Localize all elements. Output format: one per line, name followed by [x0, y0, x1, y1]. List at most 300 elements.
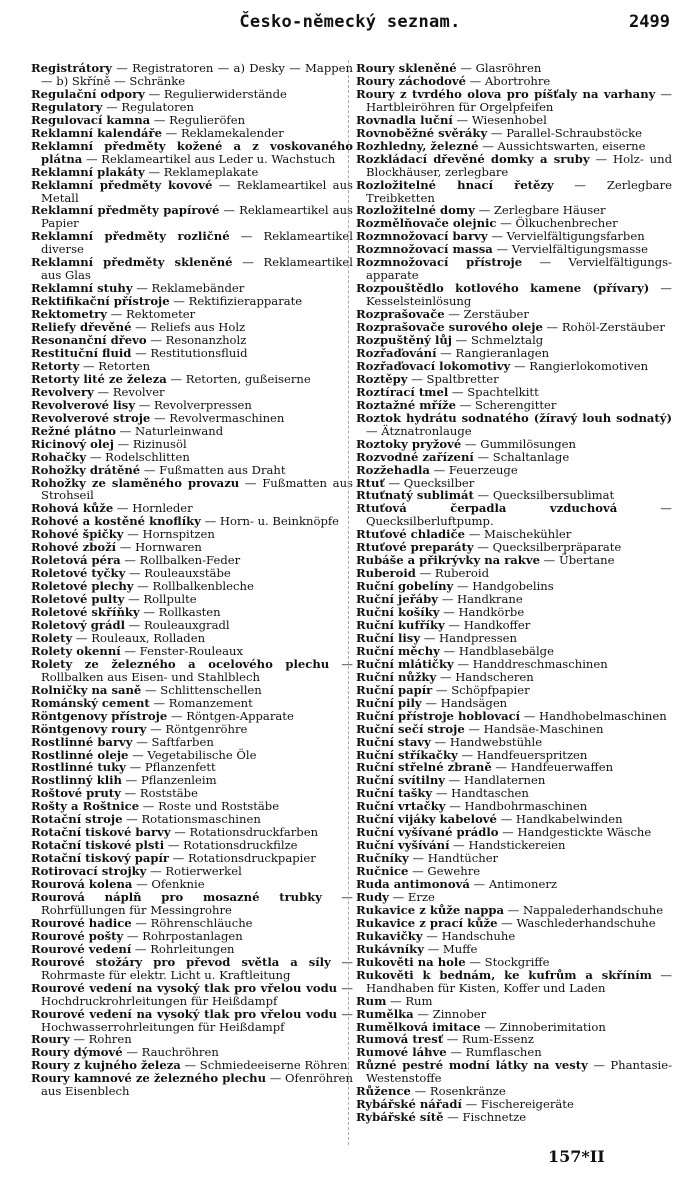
- entry-dash: —: [491, 760, 511, 775]
- entry-term: Ruční stříkačky: [356, 747, 458, 762]
- entry-dash: —: [503, 902, 523, 917]
- entry-translation: Handkabelwinden: [515, 812, 623, 827]
- dictionary-entry: [31, 1072, 353, 1098]
- entry-term: Rybářské nářadí: [356, 1097, 462, 1112]
- entry-dash: —: [166, 371, 186, 386]
- entry-term: Roury záchodové: [356, 73, 466, 88]
- entry-term: Rubáše a přikrývky na rakve: [356, 553, 540, 568]
- entry-term: Roury skleněné: [356, 61, 457, 75]
- entry-term: Různé pestré modní látky na vesty: [356, 1058, 588, 1073]
- dictionary-entry: [356, 1111, 672, 1124]
- entry-dash: —: [469, 877, 489, 892]
- entry-term: Roletová péra: [31, 553, 121, 568]
- entry-dash: —: [161, 125, 181, 140]
- entry-dash: —: [430, 734, 450, 749]
- entry-dash: —: [212, 177, 237, 192]
- entry-dash: —: [82, 151, 102, 166]
- entry-dash: —: [200, 514, 220, 529]
- entry-term: Ruční měchy: [356, 643, 440, 658]
- entry-translation: Rollpulte: [143, 592, 197, 607]
- entry-translation: Hochdruckrohrleitungen für Heißdampf: [41, 993, 278, 1008]
- entry-translation: Hartbleiröhren für Orgelpfeifen: [366, 99, 554, 114]
- dictionary-entry: [356, 282, 672, 308]
- entry-term: Rtuťnatý sublimát: [356, 488, 474, 503]
- entry-dash: —: [146, 721, 166, 736]
- entry-translation: Reklameartikel aus Papier: [41, 203, 353, 231]
- entry-dash: —: [480, 1019, 500, 1034]
- entry-translation: Handfeuerwaffen: [510, 760, 614, 775]
- entry-dash: —: [473, 488, 493, 503]
- entry-translation: Antimonerz: [488, 877, 557, 892]
- entry-term: Roztažné mříže: [356, 397, 456, 412]
- entry-term: Rohožky ze slaměného provazu: [31, 475, 240, 490]
- entry-translation: Rumflaschen: [465, 1045, 542, 1060]
- entry-translation: Ofenröhren aus Eisenblech: [41, 1071, 354, 1099]
- entry-translation: Handkoffer: [463, 617, 531, 632]
- entry-dash: —: [116, 540, 136, 555]
- entry-dash: —: [330, 954, 354, 969]
- entry-dash: —: [180, 1058, 200, 1073]
- page-number: 2499: [629, 12, 670, 32]
- entry-translation: Hornwaren: [135, 540, 202, 555]
- entry-translation: Quecksilberpräparate: [492, 540, 622, 555]
- entry-dash: —: [125, 760, 145, 775]
- entry-dash: —: [432, 786, 452, 801]
- entry-term: Rovnoběžné svěráky: [356, 125, 488, 140]
- entry-translation: Rotationsdruckfilze: [183, 838, 298, 853]
- dictionary-entry: [31, 891, 353, 917]
- entry-dash: —: [542, 320, 562, 335]
- entry-translation: Rizinusöl: [132, 436, 187, 451]
- entry-dash: —: [465, 73, 485, 88]
- entry-translation: Spaltbretter: [426, 371, 499, 386]
- entry-translation: Rohöl-Zerstäuber: [561, 320, 665, 335]
- entry-term: Rozžehadla: [356, 462, 430, 477]
- entry-term: Rourové hadice: [31, 915, 132, 930]
- entry-translation: Rotationsdruckfarben: [189, 825, 319, 840]
- entry-translation: Handtaschen: [451, 786, 529, 801]
- dictionary-entry: [31, 256, 353, 282]
- entry-term: Rotirovací strojky: [31, 864, 147, 879]
- entry-translation: Rauchröhren: [141, 1045, 219, 1060]
- entry-dash: —: [432, 682, 452, 697]
- entry-term: Rohové špičky: [31, 527, 124, 542]
- entry-translation: Revolver: [112, 384, 165, 399]
- dictionary-entry: [31, 477, 353, 503]
- entry-dash: —: [474, 203, 494, 218]
- dictionary-entry: [31, 204, 353, 230]
- entry-term: Rohožky drátěné: [31, 462, 141, 477]
- entry-translation: Retorten, gußeiserne: [185, 371, 311, 386]
- entry-translation: Pflanzenfett: [144, 760, 216, 775]
- entry-dash: —: [456, 397, 475, 412]
- entry-translation: Reklameartikel diverse: [41, 229, 353, 257]
- entry-dash: —: [461, 436, 481, 451]
- entry-dash: —: [496, 812, 516, 827]
- entry-term: Roztírací tmel: [356, 384, 449, 399]
- entry-term: Ricinový olej: [31, 436, 114, 451]
- entry-translation: Handsägen: [440, 695, 508, 710]
- right-column: [356, 62, 672, 1124]
- entry-term: Regulační odpory: [31, 86, 145, 101]
- entry-term: Röntgenovy přístroje: [31, 708, 168, 723]
- entry-term: Rohačky: [31, 449, 87, 464]
- entry-translation: Rotierwerkel: [165, 864, 242, 879]
- entry-term: Rolničky na saně: [31, 682, 142, 697]
- entry-translation: Rektifizierapparate: [188, 294, 303, 309]
- entry-dash: —: [167, 708, 187, 723]
- entry-translation: Rollkasten: [158, 605, 221, 620]
- entry-dash: —: [125, 566, 145, 581]
- entry-term: Reklamní stuhy: [31, 281, 133, 296]
- entry-term: Roury: [31, 1032, 70, 1047]
- entry-translation: Spachtelkitt: [467, 384, 539, 399]
- entry-dash: —: [444, 617, 464, 632]
- entry-term: Regulatory: [31, 99, 103, 114]
- entry-dash: —: [439, 643, 459, 658]
- entry-translation: Handbohrmaschinen: [464, 799, 588, 814]
- entry-dash: —: [229, 229, 264, 244]
- entry-dash: —: [146, 864, 166, 879]
- entry-translation: Hochwasserrohrleitungen für Heißdampf: [41, 1019, 285, 1034]
- entry-translation: Rouleauxgradl: [143, 617, 230, 632]
- entry-term: Rukověti k bednám, ke kufrům a skříním: [356, 967, 652, 982]
- entry-translation: Parallel-Schraubstöcke: [506, 125, 642, 140]
- entry-dash: —: [131, 915, 151, 930]
- entry-term: Revolverové lisy: [31, 397, 136, 412]
- entry-term: Rumová tresť: [356, 1032, 444, 1047]
- entry-translation: Handstickereien: [468, 838, 566, 853]
- entry-translation: Aussichtswarten, eiserne: [497, 138, 646, 153]
- dictionary-entry: [356, 179, 672, 205]
- entry-dash: —: [617, 501, 673, 516]
- entry-dash: —: [443, 1032, 463, 1047]
- entry-dash: —: [444, 307, 464, 322]
- entry-translation: Quecksilbersublimat: [492, 488, 615, 503]
- entry-dash: —: [266, 1071, 286, 1086]
- entry-translation: Vervielfältigungs-apparate: [366, 255, 672, 283]
- entry-dash: —: [415, 566, 435, 581]
- entry-translation: Schmelztalg: [470, 333, 544, 348]
- entry-translation: Handgobelins: [472, 579, 554, 594]
- entry-term: Režné plátno: [31, 423, 116, 438]
- entry-translation: Ätznatronlauge: [381, 423, 472, 438]
- entry-translation: Roste und Roststäbe: [158, 799, 280, 814]
- entry-term: Roštové pruty: [31, 786, 121, 801]
- entry-translation: Zinnober: [432, 1006, 487, 1021]
- entry-dash: —: [388, 890, 408, 904]
- entry-dash: —: [135, 397, 155, 412]
- entry-term: Ruční vyšívané prádlo: [356, 825, 499, 840]
- entry-dash: —: [122, 812, 142, 827]
- entry-translation: Fußmatten aus Draht: [159, 462, 286, 477]
- entry-translation: Rum: [405, 993, 433, 1008]
- entry-term: Rukávníky: [356, 941, 424, 956]
- entry-term: Rumělková imitace: [356, 1019, 481, 1034]
- entry-translation: Handblasebälge: [458, 643, 554, 658]
- entry-term: Roztok hydrátu sodnatého (žíravý louh sodnatý): [356, 410, 672, 425]
- entry-dash: —: [453, 656, 473, 671]
- entry-dash: —: [150, 410, 170, 425]
- entry-dash: —: [410, 1084, 430, 1099]
- entry-term: Revolverové stroje: [31, 410, 151, 425]
- dictionary-entry: [31, 1008, 353, 1034]
- entry-translation: Revolvermaschinen: [169, 410, 285, 425]
- entry-dash: —: [232, 255, 264, 270]
- dictionary-entry: [356, 256, 672, 282]
- entry-dash: —: [421, 695, 441, 710]
- entry-term: Rukověti na hole: [356, 954, 466, 969]
- entry-dash: —: [131, 941, 151, 956]
- entry-dash: —: [420, 630, 440, 645]
- entry-dash: —: [487, 125, 507, 140]
- entry-dash: —: [451, 333, 471, 348]
- entry-term: Rozložitelné hnací řetězy: [356, 177, 554, 192]
- dictionary-entry: [356, 502, 672, 528]
- entry-term: Rolety ze železného a ocelového plechu: [31, 656, 330, 671]
- entry-dash: —: [464, 721, 484, 736]
- dictionary-entry: [31, 62, 353, 88]
- dictionary-entry: [31, 179, 353, 205]
- entry-translation: Hornleder: [132, 501, 193, 516]
- entry-dash: —: [149, 695, 169, 710]
- entry-translation: Roststäbe: [139, 786, 198, 801]
- entry-dash: —: [121, 773, 141, 788]
- dictionary-entry: [31, 140, 353, 166]
- entry-term: Retorty: [31, 358, 80, 373]
- dictionary-entry: [356, 969, 672, 995]
- entry-term: Reklamní předměty kožené a z voskovaného plátna: [31, 138, 353, 166]
- entry-dash: —: [120, 643, 140, 658]
- entry-dash: —: [478, 138, 498, 153]
- entry-dash: —: [144, 164, 164, 179]
- entry-dash: —: [492, 242, 512, 257]
- entry-term: Rourové vedení: [31, 941, 132, 956]
- entry-dash: —: [139, 605, 159, 620]
- entry-dash: —: [496, 216, 516, 231]
- entry-dash: —: [123, 527, 143, 542]
- entry-term: Restituční fluid: [31, 345, 132, 360]
- dictionary-entry: [31, 982, 353, 1008]
- printer-signature: 157*II: [548, 1147, 605, 1166]
- entry-translation: Reliefs aus Holz: [150, 320, 246, 335]
- entry-dash: —: [413, 1006, 433, 1021]
- entry-dash: —: [473, 449, 493, 464]
- entry-term: Resonanční dřevo: [31, 333, 147, 348]
- entry-term: Ručníky: [356, 851, 409, 866]
- entry-term: Ruční gobelíny: [356, 579, 454, 594]
- entry-term: Ruční stavy: [356, 734, 431, 749]
- entry-dash: —: [366, 423, 382, 438]
- entry-translation: Waschlederhandschuhe: [516, 915, 656, 930]
- entry-translation: Gummilösungen: [480, 436, 576, 451]
- entry-dash: —: [131, 320, 151, 335]
- entry-term: Rumové láhve: [356, 1045, 447, 1060]
- entry-term: Ruberoid: [356, 566, 416, 581]
- entry-term: Rotační tiskové plsti: [31, 838, 165, 853]
- page-header: [30, 12, 670, 42]
- entry-term: Ruční svítilny: [356, 773, 445, 788]
- entry-term: Růžence: [356, 1084, 411, 1099]
- entry-dash: —: [146, 333, 166, 348]
- entry-translation: Rouleauxstäbe: [144, 566, 231, 581]
- entry-term: Registrátory: [31, 61, 112, 75]
- entry-translation: Ölkuchenbrecher: [515, 216, 618, 231]
- entry-term: Ruční vijáky kabelové: [356, 812, 497, 827]
- entry-translation: Rollbalken aus Eisen- und Stahlblech: [41, 669, 260, 684]
- entry-dash: —: [131, 345, 151, 360]
- entry-dash: —: [122, 1045, 142, 1060]
- entry-term: Rourová náplň pro mosazné trubky: [31, 890, 322, 904]
- entry-term: Roury kamnové ze železného plechu: [31, 1071, 267, 1086]
- entry-term: Roletový grádl: [31, 617, 125, 632]
- entry-dash: —: [170, 825, 190, 840]
- entry-dash: —: [446, 1045, 466, 1060]
- entry-translation: Handwebstühle: [449, 734, 543, 749]
- entry-dash: —: [522, 255, 569, 270]
- entry-term: Reklamní předměty skleněné: [31, 255, 233, 270]
- entry-dash: —: [123, 928, 143, 943]
- entry-term: Rukavičky: [356, 928, 423, 943]
- entry-term: Ruda antimonová: [356, 877, 470, 892]
- entry-term: Roletové pulty: [31, 592, 125, 607]
- entry-translation: Glasröhren: [475, 61, 542, 75]
- entry-translation: Handfeuerspritzen: [476, 747, 588, 762]
- entry-dash: —: [337, 980, 353, 995]
- entry-translation: Schlittenschellen: [160, 682, 262, 697]
- entry-translation: Wiesenhobel: [471, 112, 547, 127]
- entry-translation: Rohrfüllungen für Messingrohre: [41, 902, 232, 917]
- entry-dash: —: [422, 928, 442, 943]
- entry-translation: Handkrane: [457, 592, 523, 607]
- dictionary-entry: [356, 153, 672, 179]
- entry-term: Rourová kolena: [31, 877, 133, 892]
- entry-translation: Naturleinwand: [134, 423, 224, 438]
- entry-translation: Rohrmaste für elektr. Licht u. Kraftleitung: [41, 967, 291, 982]
- entry-dash: —: [111, 61, 133, 75]
- entry-translation: Röntgen-Apparate: [186, 708, 294, 723]
- entry-translation: Vervielfältigungsfarben: [506, 229, 645, 244]
- entry-dash: —: [429, 462, 449, 477]
- entry-term: Rumělka: [356, 1006, 414, 1021]
- entry-term: Ruční papír: [356, 682, 433, 697]
- entry-dash: —: [168, 851, 188, 866]
- entry-dash: —: [120, 553, 140, 568]
- entry-translation: Kesselsteinlösung: [366, 294, 472, 309]
- entry-term: Ručnice: [356, 864, 409, 879]
- entry-term: Rudy: [356, 890, 389, 904]
- entry-term: Rozmnožovací barvy: [356, 229, 488, 244]
- entry-term: Ruční mlátičky: [356, 656, 454, 671]
- dictionary-entry: [356, 88, 672, 114]
- entry-dash: —: [461, 1097, 481, 1112]
- entry-translation: Rodelschlitten: [105, 449, 190, 464]
- entry-translation: Feuerzeuge: [448, 462, 518, 477]
- entry-translation: Rosenkränze: [429, 1084, 506, 1099]
- entry-dash: —: [124, 617, 144, 632]
- entry-translation: Reklamebänder: [151, 281, 245, 296]
- entry-dash: —: [150, 112, 170, 127]
- entry-term: Rostlinný klih: [31, 773, 122, 788]
- entry-dash: —: [386, 993, 406, 1008]
- entry-translation: Resonanzholz: [165, 333, 247, 348]
- entry-translation: Maischekühler: [483, 527, 572, 542]
- entry-translation: Handtücher: [427, 851, 499, 866]
- entry-dash: —: [69, 1032, 89, 1047]
- entry-term: Rohové a kostěné knoflíky: [31, 514, 201, 529]
- entry-term: Rozmělňovače olejnic: [356, 216, 497, 231]
- entry-term: Rovnadla luční: [356, 112, 453, 127]
- entry-term: Rybářské sítě: [356, 1110, 444, 1125]
- entry-term: Rošty a Roštnice: [31, 799, 140, 814]
- entry-translation: Röntgenröhre: [165, 721, 248, 736]
- left-column: [31, 62, 353, 1098]
- entry-term: Ruční tašky: [356, 786, 433, 801]
- entry-dash: —: [498, 825, 518, 840]
- entry-dash: —: [473, 540, 493, 555]
- entry-dash: —: [497, 915, 517, 930]
- entry-dash: —: [456, 61, 476, 75]
- entry-term: Rtuťové preparáty: [356, 540, 474, 555]
- entry-term: Rozmnožovací massa: [356, 242, 493, 257]
- entry-dash: —: [453, 579, 473, 594]
- entry-dash: —: [124, 592, 144, 607]
- entry-term: Roletové skříňky: [31, 605, 140, 620]
- entry-dash: —: [133, 579, 153, 594]
- entry-dash: —: [587, 1058, 611, 1073]
- entry-translation: Handsäe-Maschinen: [483, 721, 604, 736]
- entry-translation: Rektometer: [125, 307, 196, 322]
- entry-dash: —: [408, 851, 428, 866]
- entry-term: Roztěpy: [356, 371, 408, 386]
- entry-dash: —: [329, 656, 354, 671]
- entry-translation: Ruberoid: [434, 566, 490, 581]
- entry-translation: Schaltanlage: [492, 449, 570, 464]
- entry-dash: —: [72, 630, 92, 645]
- entry-term: Roletové plechy: [31, 579, 134, 594]
- entry-term: Ruční košíky: [356, 605, 440, 620]
- entry-translation: Zerlegbare Häuser: [493, 203, 606, 218]
- entry-translation: Fenster-Rouleaux: [139, 643, 243, 658]
- entry-translation: Registratoren — a) Desky — Mappen — b) Skříně — Schränke: [41, 61, 353, 88]
- dictionary-entry: [356, 1059, 672, 1085]
- entry-translation: Pflanzenleim: [140, 773, 217, 788]
- entry-dash: —: [589, 151, 613, 166]
- entry-dash: —: [128, 747, 148, 762]
- entry-translation: Quecksilber: [403, 475, 475, 490]
- entry-dash: —: [86, 449, 106, 464]
- entry-term: Rohové zboží: [31, 540, 117, 555]
- entry-translation: Scherengitter: [474, 397, 557, 412]
- entry-term: Roletové tyčky: [31, 566, 126, 581]
- entry-translation: Romanzement: [168, 695, 253, 710]
- entry-dash: —: [445, 799, 465, 814]
- entry-term: Ruční jeřáby: [356, 592, 439, 607]
- entry-translation: Reklameartikel aus Metall: [41, 177, 354, 205]
- entry-translation: Quecksilberluftpump.: [366, 514, 494, 529]
- entry-translation: Reklameartikel aus Glas: [41, 255, 353, 283]
- dictionary-entry: [356, 412, 672, 438]
- entry-translation: Übertane: [558, 553, 615, 568]
- entry-term: Rostlinné tuky: [31, 760, 126, 775]
- entry-term: Rourové vedení na vysoký tlak pro vřelou vodu: [31, 1006, 338, 1021]
- entry-translation: Retorten: [98, 358, 151, 373]
- entry-dash: —: [384, 475, 404, 490]
- entry-term: Rozhledny, železné: [356, 138, 479, 153]
- entry-dash: —: [553, 177, 607, 192]
- entry-translation: Reklameartikel aus Leder u. Wachstuch: [101, 151, 336, 166]
- entry-dash: —: [443, 1110, 463, 1125]
